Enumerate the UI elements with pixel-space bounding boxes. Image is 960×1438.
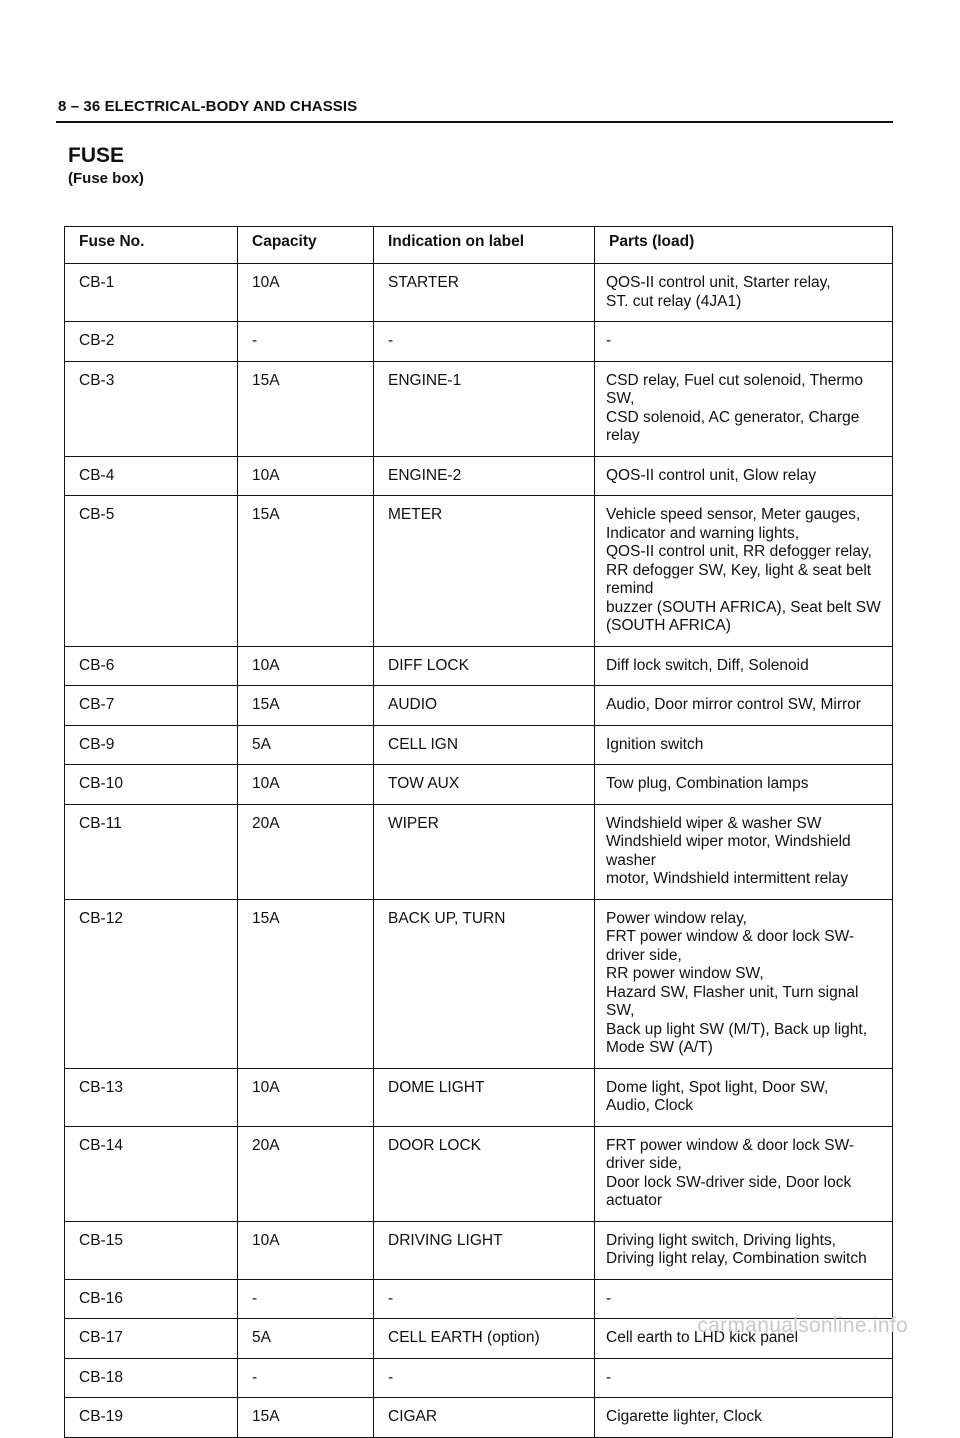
cell-indication: WIPER [374,804,595,899]
cell-indication: ENGINE-1 [374,361,595,456]
cell-capacity: 10A [238,765,374,805]
cell-parts: - [595,322,893,362]
cell-parts: Tow plug, Combination lamps [595,765,893,805]
running-head: 8 – 36 ELECTRICAL-BODY AND CHASSIS [58,98,358,115]
cell-parts: - [595,1358,893,1398]
cell-parts: Power window relay, FRT power window & door lock SW-driver side, RR power window SW, Hazard SW, Flasher unit, Turn signal SW, Back up light SW (M/T), Back up light, Mode SW (A/T) [595,899,893,1068]
cell-indication: CELL EARTH (option) [374,1319,595,1359]
cell-indication: - [374,1279,595,1319]
cell-fuse-no: CB-17 [65,1319,238,1359]
table-row [65,804,893,899]
table-row [65,1358,893,1398]
cell-indication: DRIVING LIGHT [374,1221,595,1279]
cell-fuse-no: CB-18 [65,1358,238,1398]
cell-indication: METER [374,496,595,647]
cell-parts: Dome light, Spot light, Door SW, Audio, Clock [595,1068,893,1126]
cell-fuse-no: CB-6 [65,646,238,686]
fuse-table [64,226,893,1438]
table-row [65,725,893,765]
cell-fuse-no: CB-15 [65,1221,238,1279]
cell-fuse-no: CB-16 [65,1279,238,1319]
fuse-table-body [65,264,893,1438]
cell-fuse-no: CB-14 [65,1126,238,1221]
cell-indication: DIFF LOCK [374,646,595,686]
cell-capacity: 10A [238,456,374,496]
cell-parts: QOS-II control unit, Starter relay, ST. cut relay (4JA1) [595,264,893,322]
cell-capacity: 10A [238,264,374,322]
table-row [65,1279,893,1319]
table-row [65,1398,893,1438]
column-header-capacity: Capacity [238,227,374,264]
cell-capacity: 20A [238,1126,374,1221]
cell-parts: Vehicle speed sensor, Meter gauges, Indicator and warning lights, QOS-II control unit, RR defogger relay, RR defogger SW, Key, light & seat belt remind buzzer (SOUTH AFRICA), Seat belt SW (SOUTH AFRICA) [595,496,893,647]
cell-capacity: - [238,1358,374,1398]
table-row [65,765,893,805]
table-row [65,1221,893,1279]
cell-fuse-no: CB-1 [65,264,238,322]
cell-fuse-no: CB-4 [65,456,238,496]
cell-fuse-no: CB-19 [65,1398,238,1438]
header-rule [56,121,893,123]
cell-parts: Ignition switch [595,725,893,765]
cell-fuse-no: CB-2 [65,322,238,362]
cell-fuse-no: CB-5 [65,496,238,647]
cell-indication: - [374,322,595,362]
cell-indication: CIGAR [374,1398,595,1438]
table-row [65,361,893,456]
table-row [65,456,893,496]
cell-indication: - [374,1358,595,1398]
table-row [65,1068,893,1126]
cell-parts: Windshield wiper & washer SW Windshield wiper motor, Windshield washer motor, Windshield intermittent relay [595,804,893,899]
cell-capacity: 15A [238,496,374,647]
cell-parts: Cigarette lighter, Clock [595,1398,893,1438]
cell-capacity: 15A [238,1398,374,1438]
cell-capacity: 5A [238,725,374,765]
section-subtitle: (Fuse box) [68,170,144,187]
cell-capacity: 15A [238,361,374,456]
cell-indication: BACK UP, TURN [374,899,595,1068]
cell-indication: DOOR LOCK [374,1126,595,1221]
cell-fuse-no: CB-12 [65,899,238,1068]
cell-capacity: - [238,1279,374,1319]
cell-indication: STARTER [374,264,595,322]
cell-capacity: - [238,322,374,362]
cell-parts: Driving light switch, Driving lights, Driving light relay, Combination switch [595,1221,893,1279]
table-row [65,899,893,1068]
cell-parts: Audio, Door mirror control SW, Mirror [595,686,893,726]
column-header-indication: Indication on label [374,227,595,264]
cell-capacity: 15A [238,686,374,726]
cell-indication: TOW AUX [374,765,595,805]
table-row [65,686,893,726]
cell-indication: AUDIO [374,686,595,726]
cell-fuse-no: CB-7 [65,686,238,726]
cell-indication: DOME LIGHT [374,1068,595,1126]
table-row [65,496,893,647]
column-header-fuse-no: Fuse No. [65,227,238,264]
cell-parts: QOS-II control unit, Glow relay [595,456,893,496]
cell-fuse-no: CB-13 [65,1068,238,1126]
section-title: FUSE [68,144,125,167]
cell-parts: CSD relay, Fuel cut solenoid, Thermo SW, CSD solenoid, AC generator, Charge relay [595,361,893,456]
column-header-parts: Parts (load) [595,227,893,264]
cell-capacity: 15A [238,899,374,1068]
table-header-row [65,227,893,264]
cell-fuse-no: CB-3 [65,361,238,456]
cell-capacity: 10A [238,1221,374,1279]
table-row [65,1126,893,1221]
table-row [65,264,893,322]
cell-parts: Diff lock switch, Diff, Solenoid [595,646,893,686]
cell-fuse-no: CB-9 [65,725,238,765]
cell-capacity: 10A [238,646,374,686]
cell-parts: - [595,1279,893,1319]
cell-capacity: 10A [238,1068,374,1126]
cell-parts: FRT power window & door lock SW-driver side, Door lock SW-driver side, Door lock actuator [595,1126,893,1221]
table-row [65,322,893,362]
cell-capacity: 20A [238,804,374,899]
cell-fuse-no: CB-11 [65,804,238,899]
cell-fuse-no: CB-10 [65,765,238,805]
cell-indication: CELL IGN [374,725,595,765]
cell-parts: Cell earth to LHD kick panel [595,1319,893,1359]
cell-indication: ENGINE-2 [374,456,595,496]
table-row [65,646,893,686]
cell-capacity: 5A [238,1319,374,1359]
watermark: carmanualsonline.info [697,1314,908,1337]
